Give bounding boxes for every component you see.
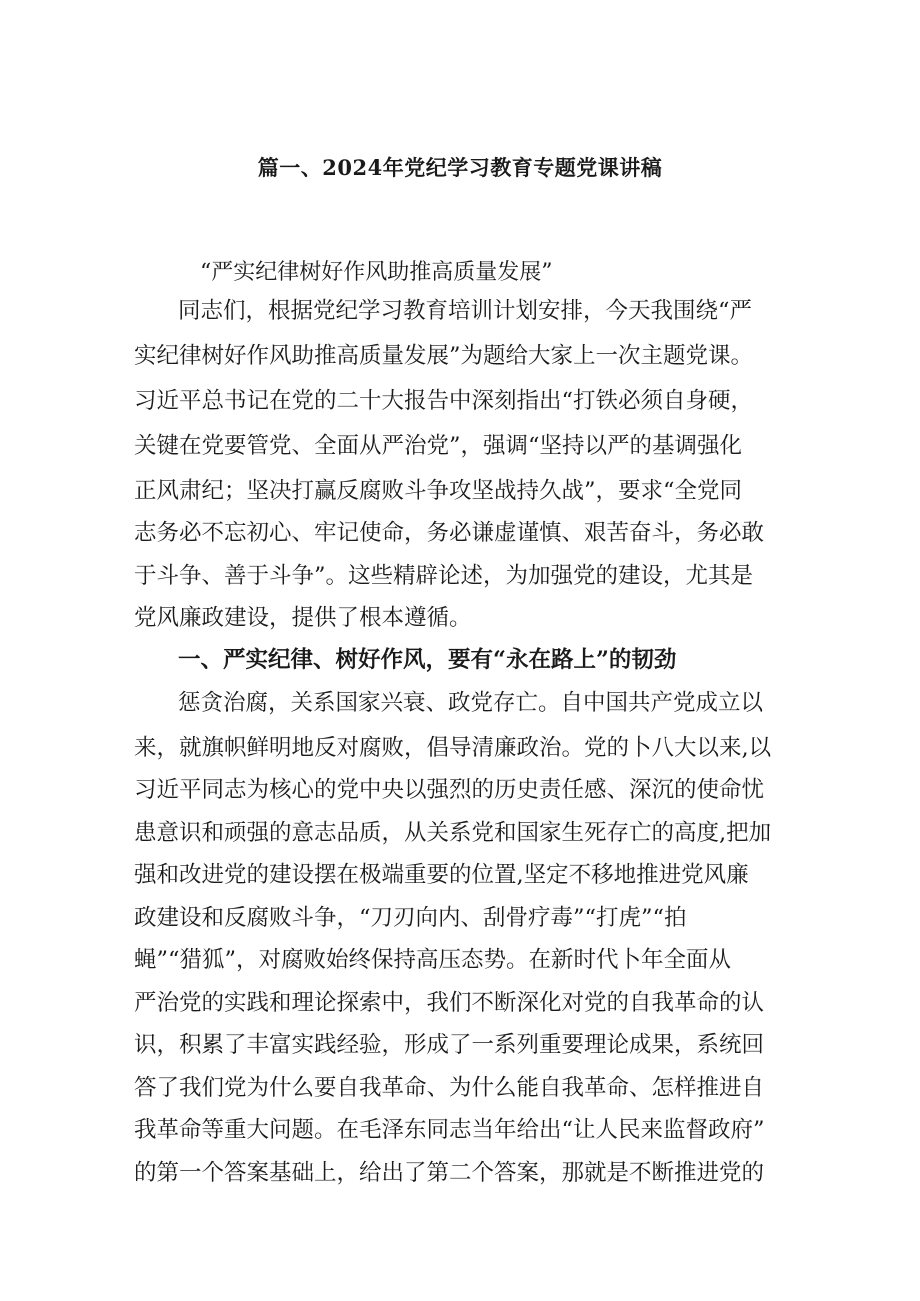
paragraph-line: 患意识和顽强的意志品质，从关系党和国家生死存亡的高度,把加 xyxy=(134,820,772,846)
paragraph-line: 习近平总书记在党的二十大报告中深刻指出“打铁必须自身硬， xyxy=(134,388,754,414)
paragraph-line: 习近平同志为核心的党中央以强烈的历史责任感、深沉的使命忧 xyxy=(134,777,765,803)
paragraph-line: 正风肃纪；坚决打赢反腐败斗争攻坚战持久战”，要求“全党同 xyxy=(134,478,743,504)
paragraph-line: 惩贪治腐，关系国家兴衰、政党存亡。自中国共产党成立以 xyxy=(178,690,764,716)
paragraph-line: 严治党的实践和理论探索中，我们不断深化对党的自我革命的认 xyxy=(134,990,765,1016)
paragraph-line: 党风廉政建设，提供了根本遵循。 xyxy=(134,605,472,631)
paragraph-line: 同志们，根据党纪学习教育培训计划安排，今天我围绕“严 xyxy=(178,298,753,324)
paragraph-line: 的第一个答案基础上，给出了第二个答案，那就是不断推进党的 xyxy=(134,1160,765,1186)
paragraph-line: 来，就旗帜鲜明地反对腐败，倡导清廉政治。党的卜八大以来,以 xyxy=(134,735,772,761)
paragraph-line: 答了我们党为什么要自我革命、为什么能自我革命、怎样推进自 xyxy=(134,1075,765,1101)
paragraph-line: 于斗争、善于斗争”。这些精辟论述，为加强党的建设，尤其是 xyxy=(134,563,754,589)
paragraph-line: 我革命等重大问题。在毛泽东同志当年给出“让人民来监督政府” xyxy=(134,1117,765,1143)
paragraph-line: 识，积累了丰富实践经验，形成了一系列重要理论成果，系统回 xyxy=(134,1032,765,1058)
paragraph-line: 关键在党要管党、全面从严治党”，强调“坚持以严的基调强化 xyxy=(134,433,743,459)
document-title: 篇一、2024年党纪学习教育专题党课讲稿 xyxy=(257,155,663,180)
paragraph-line: 强和改进党的建设摆在极端重要的位置,坚定不移地推进党风廉 xyxy=(134,862,749,888)
paragraph-line: 实纪律树好作风助推高质量发展”为题给大家上一次主题党课。 xyxy=(134,343,754,369)
section-heading: 一、严实纪律、树好作风，要有“永在路上”的韧劲 xyxy=(178,647,677,673)
paragraph-line: 志务必不忘初心、牢记使命，务必谦虚谨慎、艰苦奋斗，务必敢 xyxy=(134,520,765,546)
document-subtitle: “严实纪律树好作风助推高质量发展” xyxy=(200,260,553,285)
paragraph-line: 政建设和反腐败斗争，“刀刃向内、刮骨疗毒”“打虎”“拍 xyxy=(134,905,687,931)
paragraph-line: 蝇”“猎狐”，对腐败始终保持高压态势。在新时代卜年全面从 xyxy=(134,947,732,973)
